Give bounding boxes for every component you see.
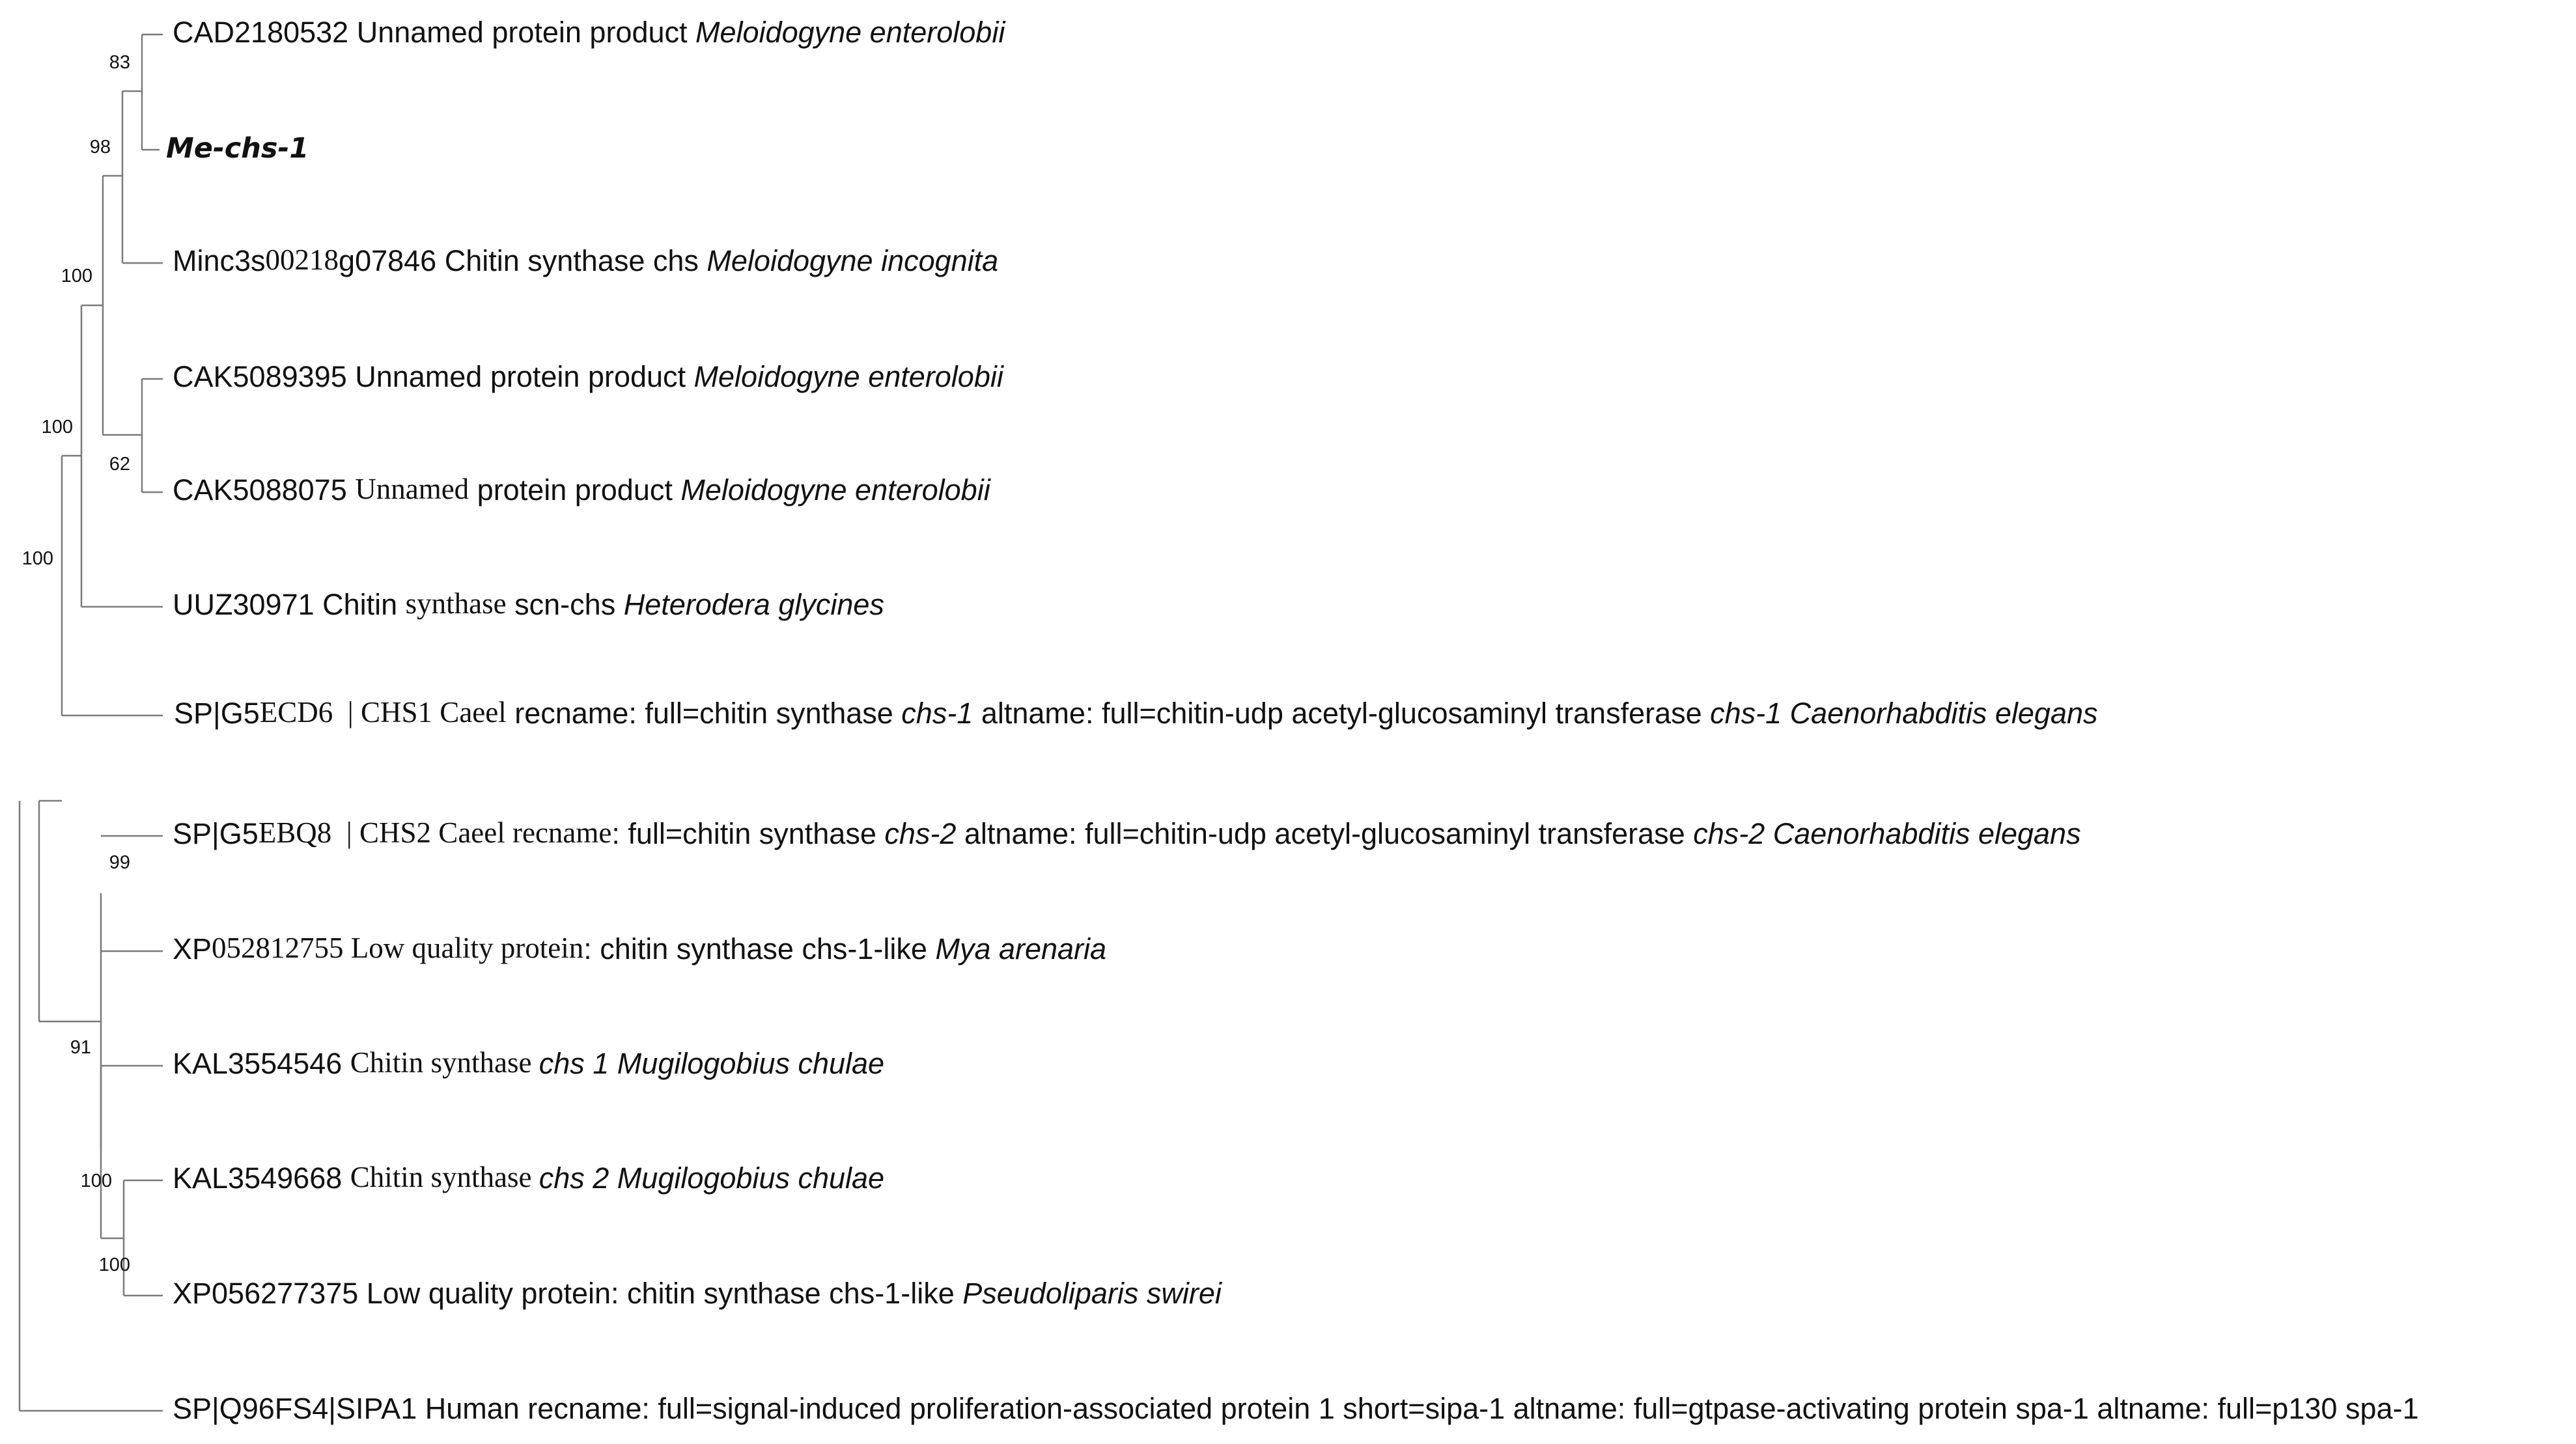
leaf-label-part: chs-1 Caenorhabditis elegans xyxy=(1710,696,2098,730)
leaf-label-part: Unnamed xyxy=(355,473,469,506)
bootstrap-value: 62 xyxy=(109,454,130,475)
leaf-label xyxy=(173,16,1006,49)
leaf-label xyxy=(173,816,2081,850)
leaf-label-part: SP|G5 xyxy=(173,816,259,850)
bootstrap-value: 83 xyxy=(109,52,130,73)
bootstrap-value: 91 xyxy=(70,1037,91,1058)
bootstrap-values xyxy=(22,52,130,1275)
leaf-label-part: chs-2 xyxy=(884,816,957,850)
leaf-label xyxy=(173,932,1106,965)
leaf-label-part: Meloidogyne enterolobii xyxy=(693,359,1003,393)
leaf-label xyxy=(173,1161,884,1195)
leaf-label-part: protein product xyxy=(469,473,681,507)
leaf-label xyxy=(166,132,309,165)
leaf-label-part: chs 2 Mugilogobius chulae xyxy=(539,1161,885,1195)
leaf-label-part: 052812755 Low quality protein xyxy=(212,932,584,965)
bootstrap-value: 100 xyxy=(21,548,53,569)
tree-branches xyxy=(20,35,163,1411)
leaf-label-part: SP|G5 xyxy=(174,696,260,730)
leaf-label-part: XP056277375 Low quality protein: chitin synthase chs-1-like xyxy=(173,1276,963,1310)
leaf-label-part: Pseudoliparis swirei xyxy=(962,1276,1222,1310)
bootstrap-value: 100 xyxy=(61,266,92,286)
leaf-label-part: 00218 xyxy=(265,243,339,277)
leaf-label-part: Meloidogyne enterolobii xyxy=(695,15,1005,49)
leaf-label-part: Mya arenaria xyxy=(935,932,1107,965)
leaf-label-part: SP|Q96FS4|SIPA1 Human recname: full=signal-induced proliferation-associated protein 1 short=sipa-1 altname: full=gtpase-activating protein spa-1 altname: full=p130 spa-1 xyxy=(173,1391,2419,1425)
leaf-label-part: chs-2 Caenorhabditis elegans xyxy=(1693,816,2081,850)
leaf-label xyxy=(173,360,1005,393)
leaf-label-part: Me-chs-1 xyxy=(166,132,309,165)
leaf-label-part: chs 1 Mugilogobius chulae xyxy=(539,1046,885,1080)
leaf-label-part: altname: full=chitin-udp acetyl-glucosaminyl transferase xyxy=(956,816,1694,850)
leaf-label-part: KAL3549668 xyxy=(173,1161,350,1195)
leaf-label-part: recname: full=chitin synthase xyxy=(506,696,902,730)
bootstrap-value: 100 xyxy=(80,1171,112,1191)
leaf-label-part: CAK5089395 Unnamed protein product xyxy=(173,359,694,393)
leaf-label xyxy=(173,1046,884,1080)
leaf-label-part: CAD2180532 Unnamed protein product xyxy=(173,15,696,49)
leaf-label xyxy=(173,587,884,621)
bootstrap-value: 98 xyxy=(89,137,111,158)
bootstrap-value: 100 xyxy=(41,417,73,437)
leaf-label xyxy=(173,473,992,507)
leaf-label xyxy=(174,696,2098,730)
leaf-label-part: g07846 Chitin synthase chs xyxy=(339,243,707,277)
leaf-label xyxy=(173,243,998,277)
leaf-label-part: altname: full=chitin-udp acetyl-glucosaminyl transferase xyxy=(973,696,1711,730)
leaf-label-part: : full=chitin synthase xyxy=(611,816,885,850)
leaf-label-part: ECD6 | CHS1 Caeel xyxy=(259,696,507,729)
leaf-label xyxy=(173,1392,2419,1425)
leaf-label-part: CAK5088075 xyxy=(173,473,356,507)
leaf-label-part: synthase xyxy=(405,587,507,620)
leaf-labels xyxy=(166,16,2419,1425)
bootstrap-value: 99 xyxy=(109,852,130,873)
leaf-label-part: : chitin synthase chs-1-like xyxy=(583,932,936,965)
leaf-label-part: KAL3554546 xyxy=(173,1046,350,1080)
leaf-label-part: scn-chs xyxy=(506,587,624,621)
leaf-label-part: XP xyxy=(173,932,212,965)
leaf-label-part: chs-1 xyxy=(901,696,973,730)
leaf-label-part: Meloidogyne enterolobii xyxy=(680,473,990,507)
bootstrap-value: 100 xyxy=(98,1255,130,1275)
leaf-label-part: UUZ30971 Chitin xyxy=(173,587,406,621)
leaf-label-part: EBQ8 | CHS2 Caeel recname xyxy=(258,816,612,850)
leaf-label-part: Meloidogyne incognita xyxy=(707,243,999,277)
leaf-label-part: Minc3s xyxy=(173,243,266,277)
leaf-label-part: Chitin synthase xyxy=(350,1046,539,1079)
leaf-label xyxy=(173,1277,1223,1310)
leaf-label-part: Chitin synthase xyxy=(350,1161,539,1194)
leaf-label-part: Heterodera glycines xyxy=(623,587,884,621)
